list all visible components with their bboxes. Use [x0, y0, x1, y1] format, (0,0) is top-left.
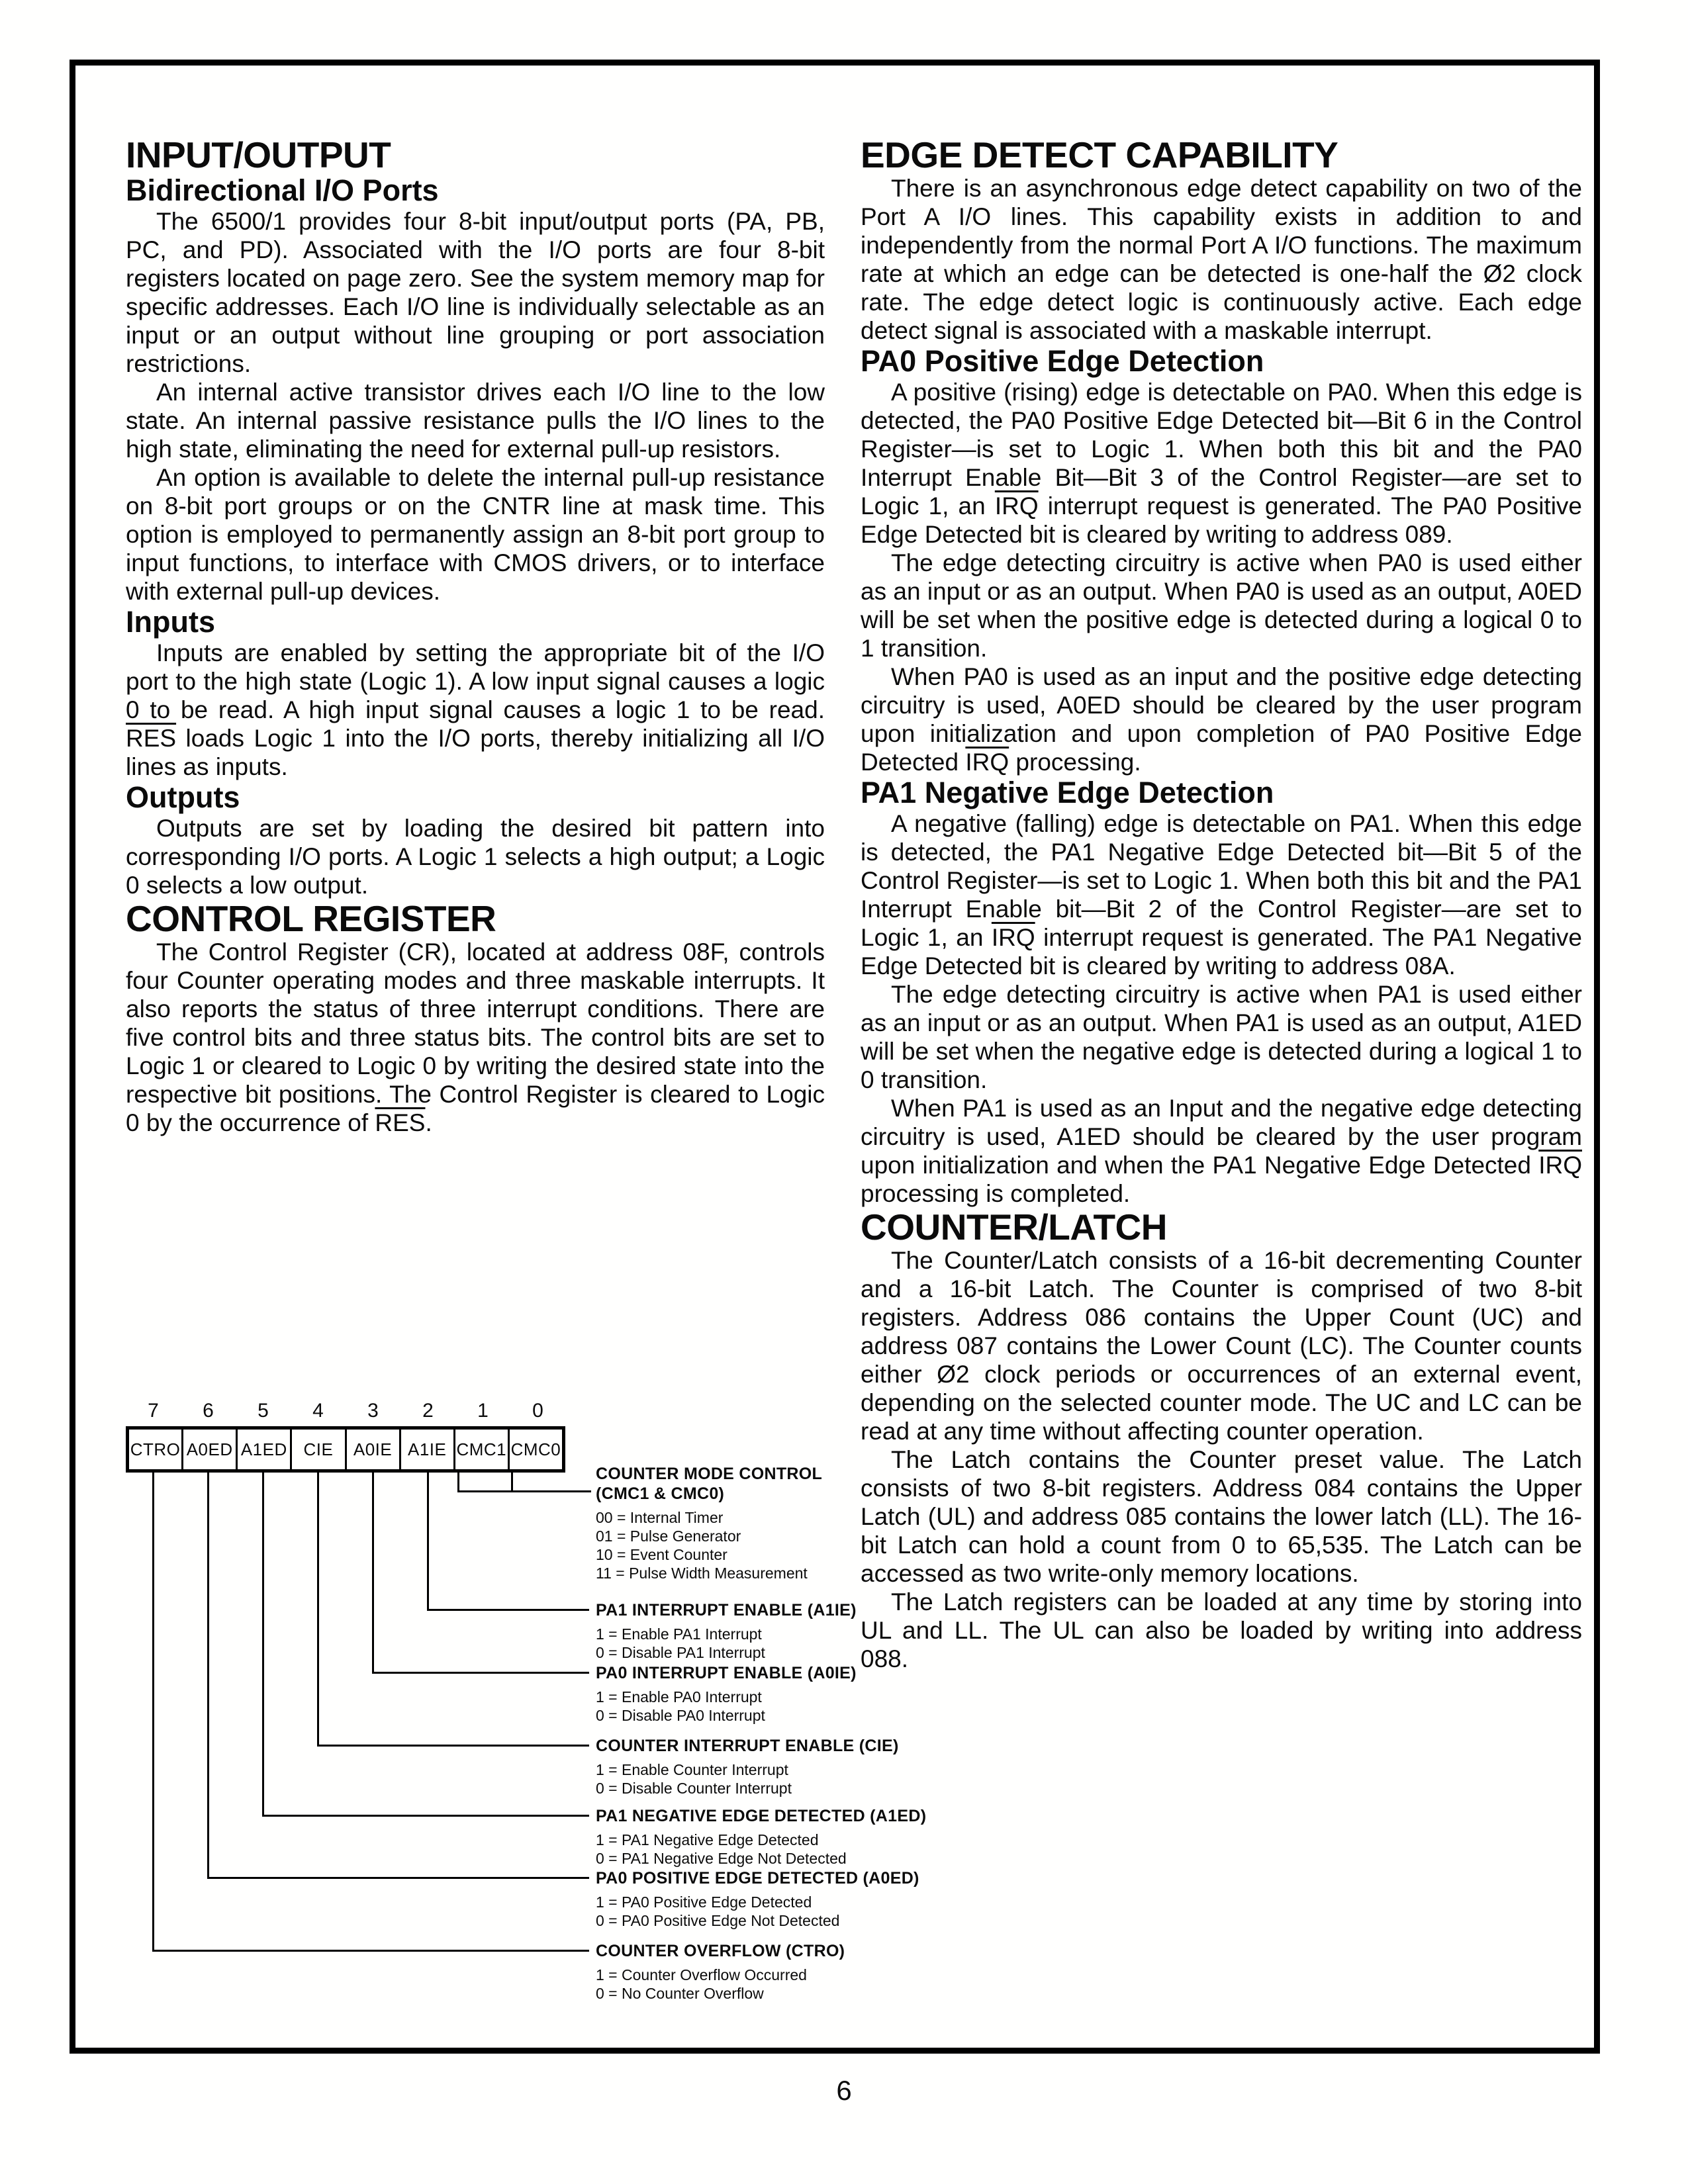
page-number: 6 — [836, 2075, 852, 2106]
bit-cell-cmc1: CMC1 — [455, 1430, 510, 1469]
bit-cell-cie: CIE — [292, 1430, 346, 1469]
callout-title: PA1 INTERRUPT ENABLE (A1IE) — [596, 1601, 857, 1619]
section-title-edge-detect-capability: EDGE DETECT CAPABILITY — [861, 134, 1338, 175]
callout-title: COUNTER INTERRUPT ENABLE (CIE) — [596, 1737, 899, 1755]
bit-number-6: 6 — [203, 1400, 214, 1422]
connector-vline-bit6 — [207, 1473, 209, 1879]
paragraph: Outputs are set by loading the desired bit pattern into corresponding I/O ports. A Logic 1 selects a high output; a Logic 0 selects a low output. — [126, 815, 825, 899]
paragraph: Inputs are enabled by setting the appropriate bit of the I/O port to the high state (Logic 1). A low input signal causes a logic 0 to be read. A high input signal causes a logic 1 to be read. $\overline{RES}$ loads Logic 1 into the I/O ports, thereby initializing all I/O lines as inputs. — [126, 639, 825, 780]
connector-vline-cmc1 — [457, 1473, 459, 1492]
callout-counter-mode-control — [596, 1464, 822, 1582]
bit-number-0: 0 — [532, 1400, 543, 1422]
callout-value: 0 = PA1 Negative Edge Not Detected — [596, 1850, 847, 1867]
subsection-title-pa0-positive-edge-detection: PA0 Positive Edge Detection — [861, 344, 1264, 378]
callout-value: 0 = Disable PA0 Interrupt — [596, 1707, 765, 1724]
callout-value: 0 = PA0 Positive Edge Not Detected — [596, 1912, 840, 1929]
section-title-counter-latch: COUNTER/LATCH — [861, 1206, 1167, 1248]
callout-value: 1 = PA1 Negative Edge Detected — [596, 1831, 819, 1848]
bit-cell-a1ie: A1IE — [401, 1430, 455, 1469]
callout-value: 11 = Pulse Width Measurement — [596, 1565, 808, 1582]
callout-counter-interrupt-enable — [596, 1736, 899, 1797]
paragraph: The Latch contains the Counter preset value. The Latch consists of two 8-bit registers. Address 084 contains the Upper Latch (UL) and address 085 contains the lower latch (LL). The 16-bit Latch can hold a count from 0 to 65,535. The Latch can be accessed as two write-only memory locations. — [861, 1446, 1582, 1587]
paragraph: The 6500/1 provides four 8-bit input/output ports (PA, PB, PC, and PD). Associated with the I/O ports are four 8-bit registers located on page zero. See the system memory map for specific addresses. Each I/O line is individually selectable as an input or an output without line grouping or port association restrictions. — [126, 208, 825, 377]
callout-title: PA0 POSITIVE EDGE DETECTED (A0ED) — [596, 1869, 919, 1888]
callout-pa1-negative-edge-detected — [596, 1806, 926, 1868]
bit-cell-a0ed: A0ED — [183, 1430, 238, 1469]
subsection-title-inputs: Inputs — [126, 605, 215, 639]
callout-value: 01 = Pulse Generator — [596, 1527, 741, 1545]
callout-title: PA0 INTERRUPT ENABLE (A0IE) — [596, 1664, 857, 1682]
bit-cell-a1ed: A1ED — [238, 1430, 292, 1469]
callout-value: 1 = Enable PA0 Interrupt — [596, 1688, 762, 1706]
callout-title-line2: (CMC1 & CMC0) — [596, 1484, 725, 1503]
paragraph: The Control Register (CR), located at address 08F, controls four Counter operating modes and three maskable interrupts. It also reports the status of three interrupt conditions. There are five control bits and three status bits. The control bits are set to Logic 1 or cleared to Logic 0 by writing the desired state into the respective bit positions. The Control Register is cleared to Logic 0 by the occurrence of $\overline{RES}$. — [126, 938, 825, 1136]
connector-hline-bit3 — [372, 1672, 589, 1674]
callout-counter-overflow — [596, 1941, 845, 2003]
connector-vline-bit3 — [372, 1473, 374, 1674]
paragraph: When PA0 is used as an input and the positive edge detecting circuitry is used, A0ED should be cleared by the user program upon initialization and upon completion of PA0 Positive Edge Detected $\overline{IRQ}$ processing. — [861, 663, 1582, 776]
connector-hline-cmc — [511, 1490, 591, 1492]
paragraph: An internal active transistor drives each I/O line to the low state. An internal passive resistance pulls the I/O lines to the high state, eliminating the need for external pull-up resistors. — [126, 379, 825, 463]
connector-vline-bit4 — [317, 1473, 319, 1747]
callout-value: 00 = Internal Timer — [596, 1509, 724, 1526]
bit-number-7: 7 — [148, 1400, 159, 1422]
paragraph: There is an asynchronous edge detect capability on two of the Port A I/O lines. This capability exists in addition to and independently from the normal Port A I/O functions. The maximum rate at which an edge can be detected is one-half the Ø2 clock rate. The edge detect logic is continuously active. Each edge detect signal is associated with a maskable interrupt. — [861, 175, 1582, 344]
connector-hline-bit6 — [207, 1877, 589, 1879]
connector-vline-bit7 — [152, 1473, 154, 1952]
connector-hline-bit2 — [427, 1609, 589, 1611]
paragraph: When PA1 is used as an Input and the negative edge detecting circuitry is used, A1ED should be cleared by the user program upon initialization and when the PA1 Negative Edge Detected $\overline{IRQ}$ processing is completed. — [861, 1095, 1582, 1207]
callout-value: 1 = Counter Overflow Occurred — [596, 1966, 807, 1983]
paragraph: The edge detecting circuitry is active when PA0 is used either as an input or as an output. When PA0 is used as an output, A0ED will be set when the positive edge is detected during a logical 0 to 1 transition. — [861, 549, 1582, 662]
connector-bracket-cmc — [457, 1490, 513, 1492]
callout-title: PA1 NEGATIVE EDGE DETECTED (A1ED) — [596, 1807, 927, 1825]
paragraph: The Counter/Latch consists of a 16-bit decrementing Counter and a 16-bit Latch. The Counter is comprised of two 8-bit registers. Address 086 contains the Upper Count (UC) and address 087 contains the Lower Count (LC). The Counter counts either Ø2 clock periods or occurrences of an external event, depending on the selected counter mode. The UC and LC can be read at any time without affecting counter operation. — [861, 1247, 1582, 1445]
paragraph: A positive (rising) edge is detectable on PA0. When this edge is detected, the PA0 Positive Edge Detected bit—Bit 6 in the Control Register—is set to Logic 1. When both this bit and the PA0 Interrupt Enable Bit—Bit 3 of the Control Register—are set to Logic 1, an $\overline{IRQ}$ interrupt request is generated. The PA0 Positive Edge Detected bit is cleared by writing to address 089. — [861, 379, 1582, 548]
bit-cell-a0ie: A0IE — [347, 1430, 401, 1469]
callout-value: 0 = Disable Counter Interrupt — [596, 1780, 792, 1797]
callout-value: 1 = PA0 Positive Edge Detected — [596, 1893, 812, 1911]
register-bit-row — [126, 1426, 565, 1473]
subsection-title-outputs: Outputs — [126, 780, 240, 814]
connector-hline-bit4 — [317, 1745, 589, 1747]
callout-value: 0 = No Counter Overflow — [596, 1985, 764, 2002]
control-register-bit-diagram — [126, 1400, 927, 2035]
callout-pa0-interrupt-enable — [596, 1663, 857, 1725]
right-column — [861, 136, 1582, 1673]
connector-vline-bit2 — [427, 1473, 429, 1611]
callout-value: 10 = Event Counter — [596, 1546, 727, 1563]
callout-value: 0 = Disable PA1 Interrupt — [596, 1644, 765, 1661]
callout-pa0-positive-edge-detected — [596, 1868, 919, 1930]
callout-value: 1 = Enable PA1 Interrupt — [596, 1625, 762, 1643]
left-column — [126, 136, 825, 1137]
paragraph: The edge detecting circuitry is active when PA1 is used either as an input or as an output. When PA1 is used as an output, A1ED will be set when the negative edge is detected during a logical 1 to 0 transition. — [861, 981, 1582, 1093]
subsection-title-bidirectional-io-ports: Bidirectional I/O Ports — [126, 173, 439, 207]
bit-cell-ctro: CTRO — [129, 1430, 183, 1469]
section-title-control-register: CONTROL REGISTER — [126, 898, 496, 939]
section-title-input-output: INPUT/OUTPUT — [126, 134, 391, 175]
bit-number-4: 4 — [312, 1400, 324, 1422]
callout-title: COUNTER MODE CONTROL — [596, 1465, 823, 1483]
bit-number-1: 1 — [477, 1400, 489, 1422]
paragraph: A negative (falling) edge is detectable on PA1. When this edge is detected, the PA1 Negative Edge Detected bit—Bit 5 of the Control Register—is set to Logic 1. When both this bit and the PA1 Interrupt Enable bit—Bit 2 of the Control Register—are set to Logic 1, an $\overline{IRQ}$ interrupt request is generated. The PA1 Negative Edge Detected bit is cleared by writing to address 08A. — [861, 810, 1582, 979]
callout-value: 1 = Enable Counter Interrupt — [596, 1761, 788, 1778]
callout-title: COUNTER OVERFLOW (CTRO) — [596, 1942, 845, 1960]
subsection-title-pa1-negative-edge-detection: PA1 Negative Edge Detection — [861, 776, 1274, 809]
callout-pa1-interrupt-enable — [596, 1600, 857, 1662]
connector-hline-bit7 — [152, 1950, 589, 1952]
paragraph: An option is available to delete the internal pull-up resistance on 8-bit port groups or on the CNTR line at mask time. This option is employed to permanently assign an 8-bit port group to input functions, to interface with CMOS drivers, or to interface with external pull-up devices. — [126, 464, 825, 605]
connector-vline-cmc0 — [511, 1473, 513, 1492]
paragraph: The Latch registers can be loaded at any time by storing into UL and LL. The UL can also be loaded by writing into address 088. — [861, 1588, 1582, 1672]
bit-number-3: 3 — [367, 1400, 379, 1422]
connector-vline-bit5 — [262, 1473, 264, 1817]
bit-number-2: 2 — [422, 1400, 434, 1422]
bit-number-5: 5 — [258, 1400, 269, 1422]
bit-cell-cmc0: CMC0 — [510, 1439, 561, 1459]
connector-hline-bit5 — [262, 1815, 589, 1817]
